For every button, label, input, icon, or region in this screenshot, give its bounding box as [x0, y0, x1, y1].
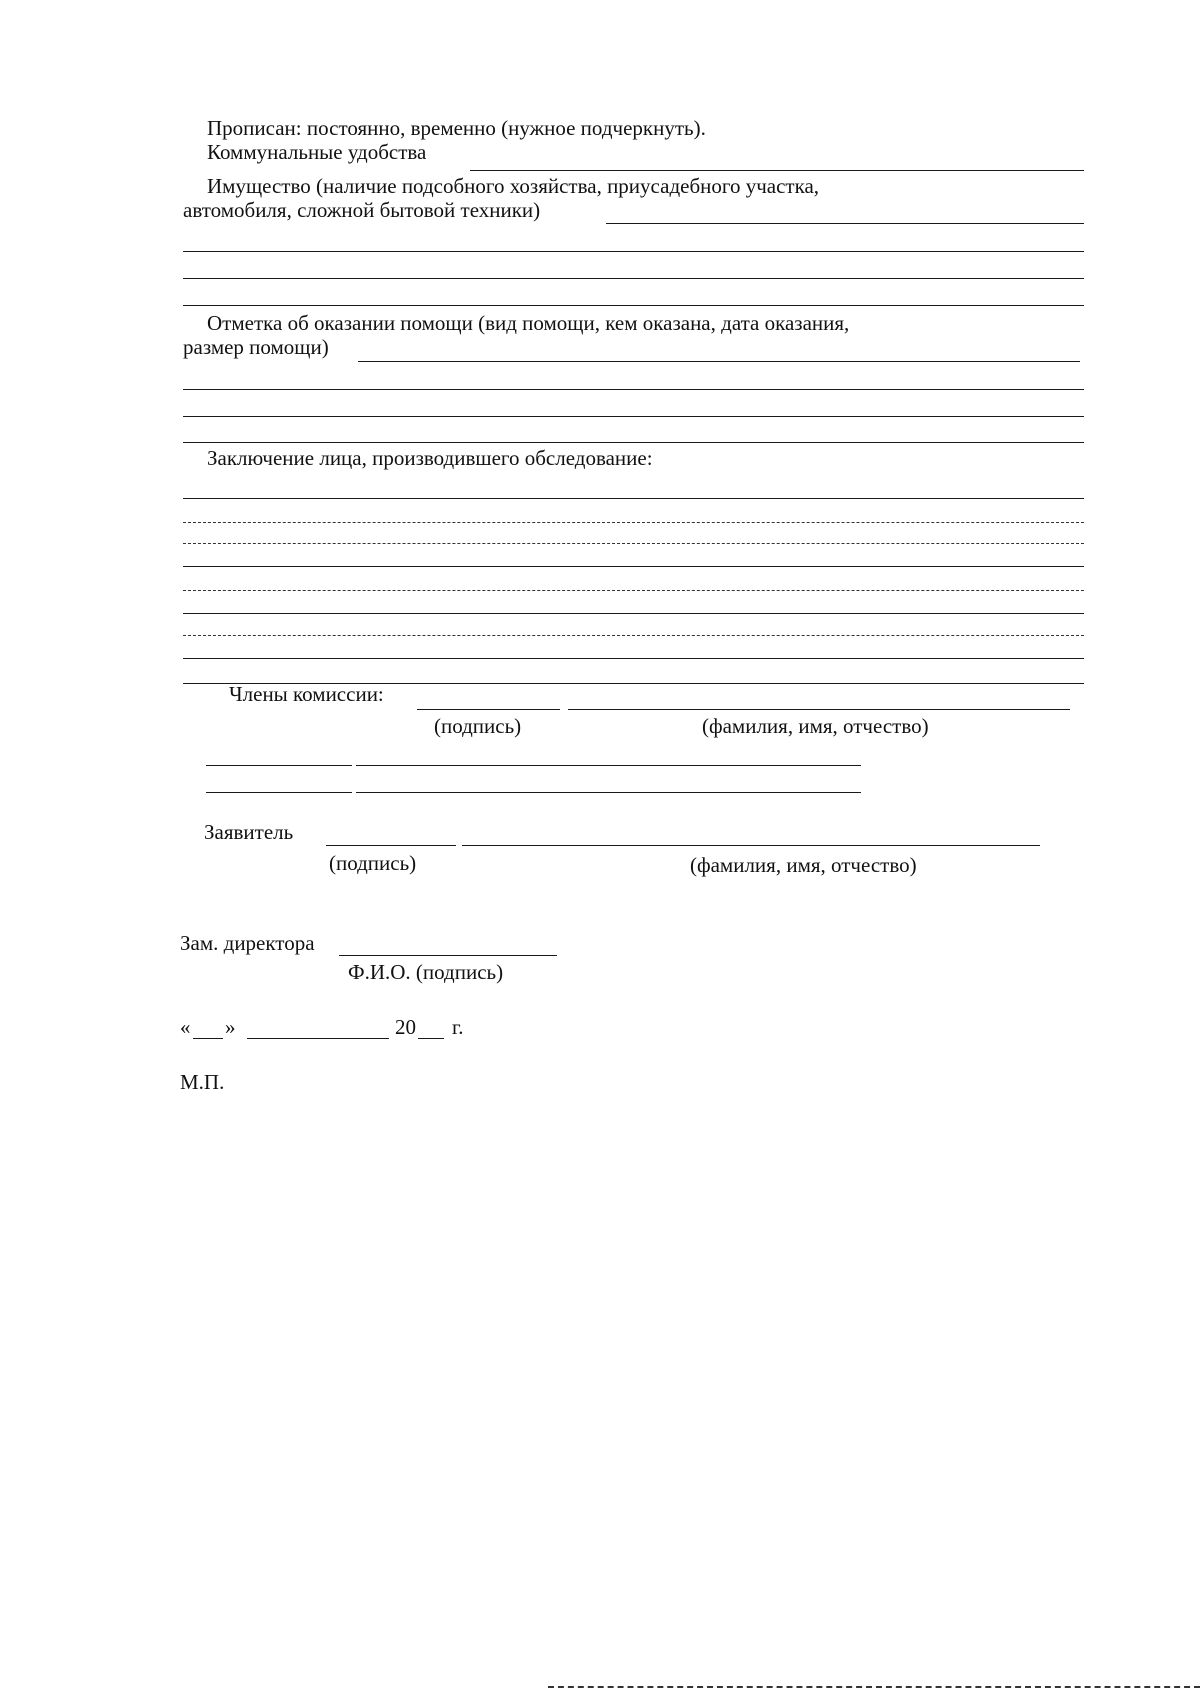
deputy-director-caption: Ф.И.О. (подпись): [348, 960, 504, 984]
conclusion-field-line-6[interactable]: [183, 613, 1084, 614]
assistance-field-line-4[interactable]: [183, 442, 1084, 443]
property-field-line-4[interactable]: [183, 305, 1084, 306]
assistance-label-line2: размер помощи): [183, 335, 329, 359]
conclusion-field-line-1[interactable]: [183, 498, 1084, 499]
commission-name-line[interactable]: [568, 709, 1070, 710]
commission-name-line-3[interactable]: [356, 792, 861, 793]
date-year-suffix: г.: [452, 1015, 464, 1039]
assistance-field-line-3[interactable]: [183, 416, 1084, 417]
stamp-place-label: М.П.: [180, 1070, 225, 1094]
deputy-director-line[interactable]: [339, 955, 557, 956]
property-label-line1: Имущество (наличие подсобного хозяйства, приусадебного участка,: [207, 174, 820, 198]
commission-signature-caption: (подпись): [434, 714, 522, 738]
applicant-label: Заявитель: [204, 820, 294, 844]
assistance-label-line1: Отметка об оказании помощи (вид помощи, кем оказана, дата оказания,: [207, 311, 850, 335]
conclusion-field-line-5[interactable]: [183, 590, 1084, 591]
assistance-field-line-1[interactable]: [358, 361, 1080, 362]
date-day-line[interactable]: [193, 1038, 223, 1039]
property-label-line2: автомобиля, сложной бытовой техники): [183, 198, 541, 222]
property-field-line-3[interactable]: [183, 278, 1084, 279]
date-year-line[interactable]: [418, 1038, 444, 1039]
scan-artifact-line: [548, 1686, 1200, 1688]
applicant-signature-caption: (подпись): [329, 851, 417, 875]
commission-signature-line-3[interactable]: [206, 792, 352, 793]
date-open-quote: «: [180, 1015, 191, 1039]
commission-signature-line-2[interactable]: [206, 765, 352, 766]
applicant-signature-line[interactable]: [326, 845, 456, 846]
conclusion-field-line-8[interactable]: [183, 658, 1084, 659]
property-field-line-1[interactable]: [606, 223, 1084, 224]
commission-name-caption: (фамилия, имя, отчество): [702, 714, 929, 738]
commission-name-line-2[interactable]: [356, 765, 861, 766]
commission-label: Члены комиссии:: [229, 682, 384, 706]
utilities-field-line[interactable]: [470, 170, 1084, 171]
assistance-field-line-2[interactable]: [183, 389, 1084, 390]
conclusion-label: Заключение лица, производившего обследование:: [207, 446, 653, 470]
conclusion-field-line-3[interactable]: [183, 543, 1084, 544]
conclusion-field-line-7[interactable]: [183, 635, 1084, 636]
commission-signature-line[interactable]: [417, 709, 560, 710]
conclusion-field-line-4[interactable]: [183, 566, 1084, 567]
registration-text: Прописан: постоянно, временно (нужное подчеркнуть).: [207, 116, 706, 140]
date-close-quote: »: [225, 1015, 236, 1039]
utilities-label: Коммунальные удобства: [207, 140, 427, 164]
applicant-name-caption: (фамилия, имя, отчество): [690, 853, 917, 877]
date-month-line[interactable]: [247, 1038, 389, 1039]
date-year-prefix: 20: [395, 1015, 416, 1039]
deputy-director-label: Зам. директора: [180, 931, 315, 955]
property-field-line-2[interactable]: [183, 251, 1084, 252]
conclusion-field-line-2[interactable]: [183, 522, 1084, 523]
applicant-name-line[interactable]: [462, 845, 1040, 846]
